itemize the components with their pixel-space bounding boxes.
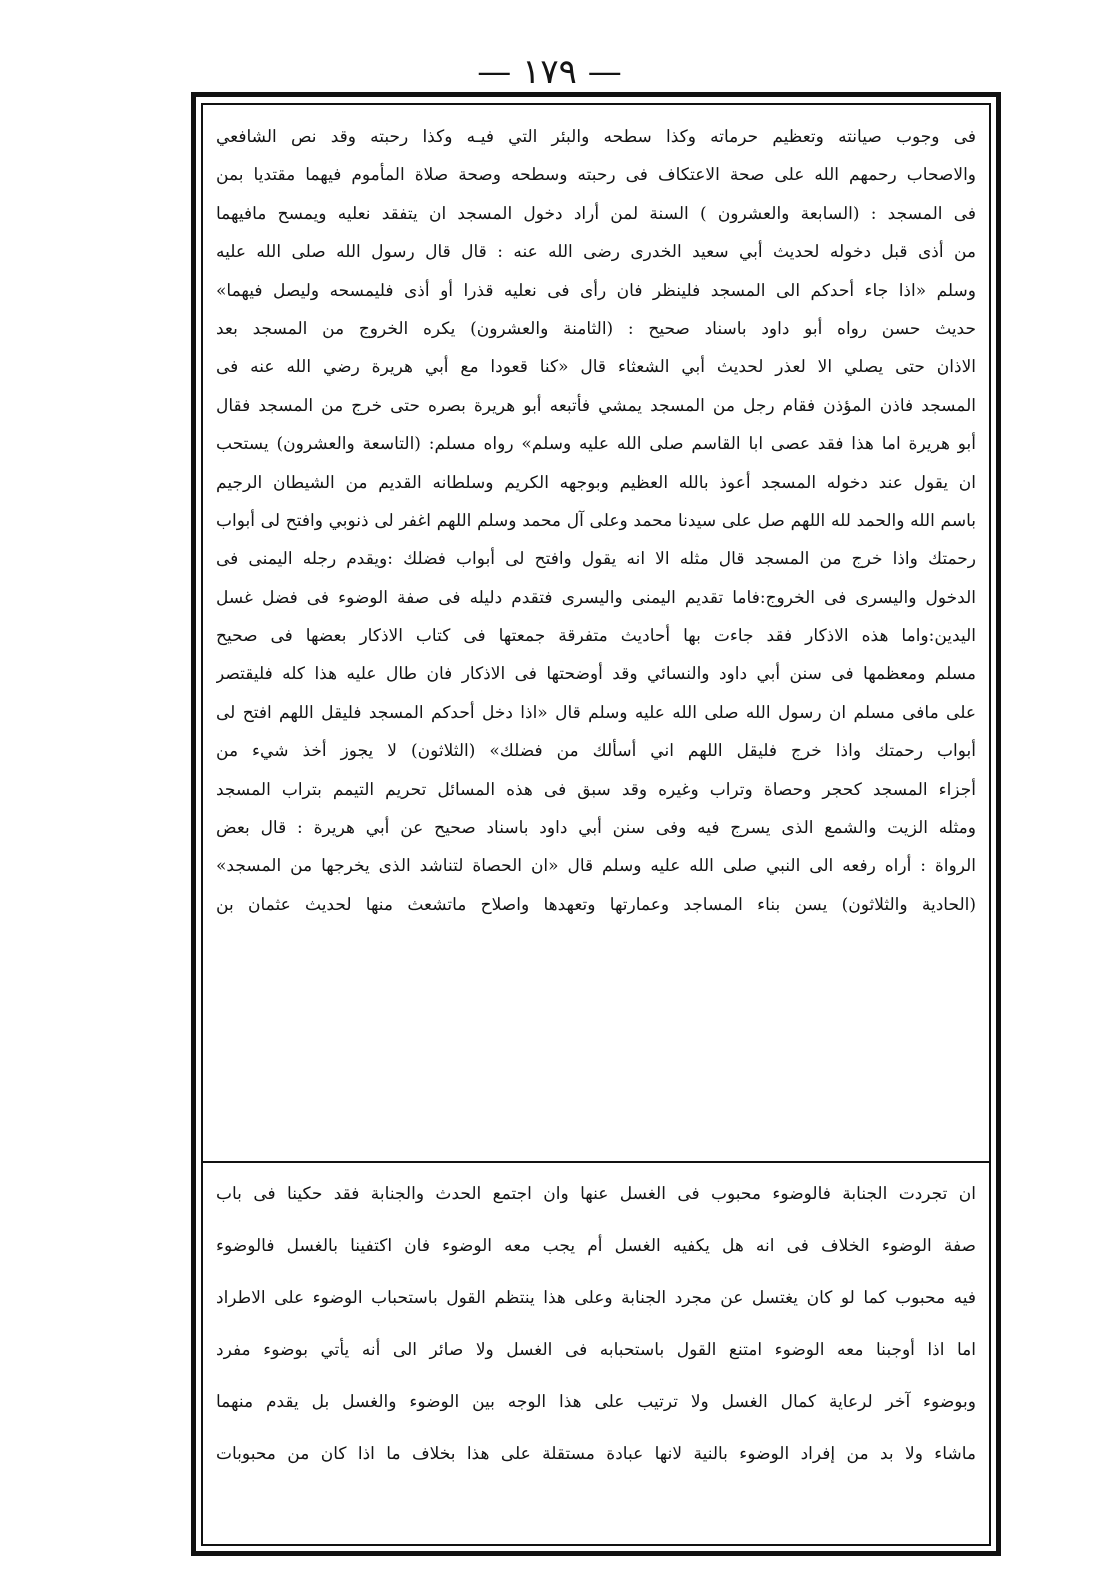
text-line: أجزاء المسجد كحجر وحصاة وتراب وغيره وقد سبق فى هذه المسائل تحريم التيمم بتراب المسجد [216,779,976,800]
footnote-line: صفة الوضوء الخلاف فى انه هل يكفيه الغسل أم يجب معه الوضوء فان اكتفينا بالغسل فالوضوء [216,1236,976,1256]
text-line: مسلم ومعظمها فى سنن أبي داود والنسائي وقد أوضحتها فى الاذكار فان طال عليه هذا كله فليقتصر [216,664,976,685]
text-line: ومثله الزيت والشمع الذى يسرج فيه وفى سنن أبي داود باسناد صحيح عن أبي هريرة : قال بعض [216,818,976,839]
footnote-line: اما اذا أوجبنا معه الوضوء امتنع القول باستحبابه فى الغسل ولا صائر الى أنه يأتي بوضوء مفرد [216,1340,976,1360]
text-line: أبواب رحمتك واذا خرج فليقل اللهم اني أسألك من فضلك» (الثلاثون) لا يجوز أخذ شيء من [216,741,976,762]
text-line: وسلم «اذا جاء أحدكم الى المسجد فلينظر فان رأى فى نعليه قذرا أو أذى فليمسحه وليصل فيهما» [216,280,976,301]
text-line: الاذان حتى يصلي الا لعذر لحديث أبي الشعثاء قال «كنا قعودا مع أبي هريرة رضي الله عنه فى [216,357,976,378]
text-line: فى وجوب صيانته وتعظيم حرماته وكذا سطحه والبئر التي فيـه وكذا رحبته وقد نص الشافعي [216,127,976,147]
text-line: أبو هريرة اما هذا فقد عصى ابا القاسم صلى الله عليه وسلم» رواه مسلم: (التاسعة والعشرون) يستحب [216,434,976,455]
footnote-line: وبوضوء آخر لرعاية كمال الغسل ولا ترتيب على هذا الوجه بين الوضوء والغسل بل يقدم منهما [216,1392,976,1412]
text-line: اليدين:واما هذه الاذكار فقد جاءت بها أحاديث متفرقة جمعتها فى كتاب الاذكار بعضها فى صحيح [216,626,976,647]
footnote-body [216,1168,976,1534]
text-line: حديث حسن رواه أبو داود باسناد صحيح : (الثامنة والعشرون) يكره الخروج من المسجد بعد [216,318,976,339]
text-line: على مافى مسلم ان رسول الله صلى الله عليه وسلم قال «اذا دخل أحدكم المسجد فليقل اللهم افتح لى [216,702,976,723]
text-line: ان يقول عند دخوله المسجد أعوذ بالله العظيم وبوجهه الكريم وسلطانه القديم من الشيطان الرجيم [216,472,976,493]
footnote-line: فيه محبوب كما لو كان يغتسل عن مجرد الجنابة وعلى هذا ينتظم القول باستحباب الوضوء على الاطراد [216,1288,976,1308]
text-line: المسجد فاذن المؤذن فقام رجل من المسجد يمشي فأتبعه أبو هريرة بصره حتى خرج من المسجد فقال [216,395,976,416]
text-line: فى المسجد : (السابعة والعشرون ) السنة لمن أراد دخول المسجد ان يتفقد نعليه ويمسح مافيهما [216,203,976,224]
footnote-line: ماشاء ولا بد من إفراد الوضوء بالنية لانها عبادة مستقلة على هذا بخلاف ما اذا كان من محبوبات [216,1444,976,1464]
footnote-line: ان تجردت الجنابة فالوضوء محبوب فى الغسل عنها وان اجتمع الحدث والجنابة فقد حكينا فى باب [216,1184,976,1204]
text-line: الدخول واليسرى فى الخروج:فاما تقديم اليمنى واليسرى فتقدم دليله فى صفة الوضوء فى فضل غسل [216,587,976,608]
text-line: باسم الله والحمد لله اللهم صل على سيدنا محمد وعلى آل محمد وسلم اللهم اغفر لى ذنوبي وافتح لى أبواب [216,510,976,531]
text-line: من أذى قبل دخوله لحديث أبي سعيد الخدرى رضى الله عنه : قال قال رسول الله صلى الله عليه [216,242,976,263]
footnote-separator [203,1161,989,1163]
text-line: والاصحاب رحمهم الله على صحة الاعتكاف فى رحبته وسطحه وصحة صلاة المأموم فيهما مقتديا بمن [216,165,976,186]
text-line: (الحادية والثلاثون) يسن بناء المساجد وعمارتها وتعهدها واصلاح ماتشعث منها لحديث عثمان بن [216,894,976,915]
page-number: — ١٧٩ — [477,52,622,92]
text-line: رحمتك واذا خرج من المسجد قال مثله الا انه يقول وافتح لى أبواب فضلك :ويقدم رجله اليمنى فى [216,549,976,570]
main-text-body [216,118,976,1156]
text-line: الرواة : أراه رفعه الى النبي صلى الله عليه وسلم قال «ان الحصاة لتناشد الذى يخرجها من المسجد» [216,856,976,877]
